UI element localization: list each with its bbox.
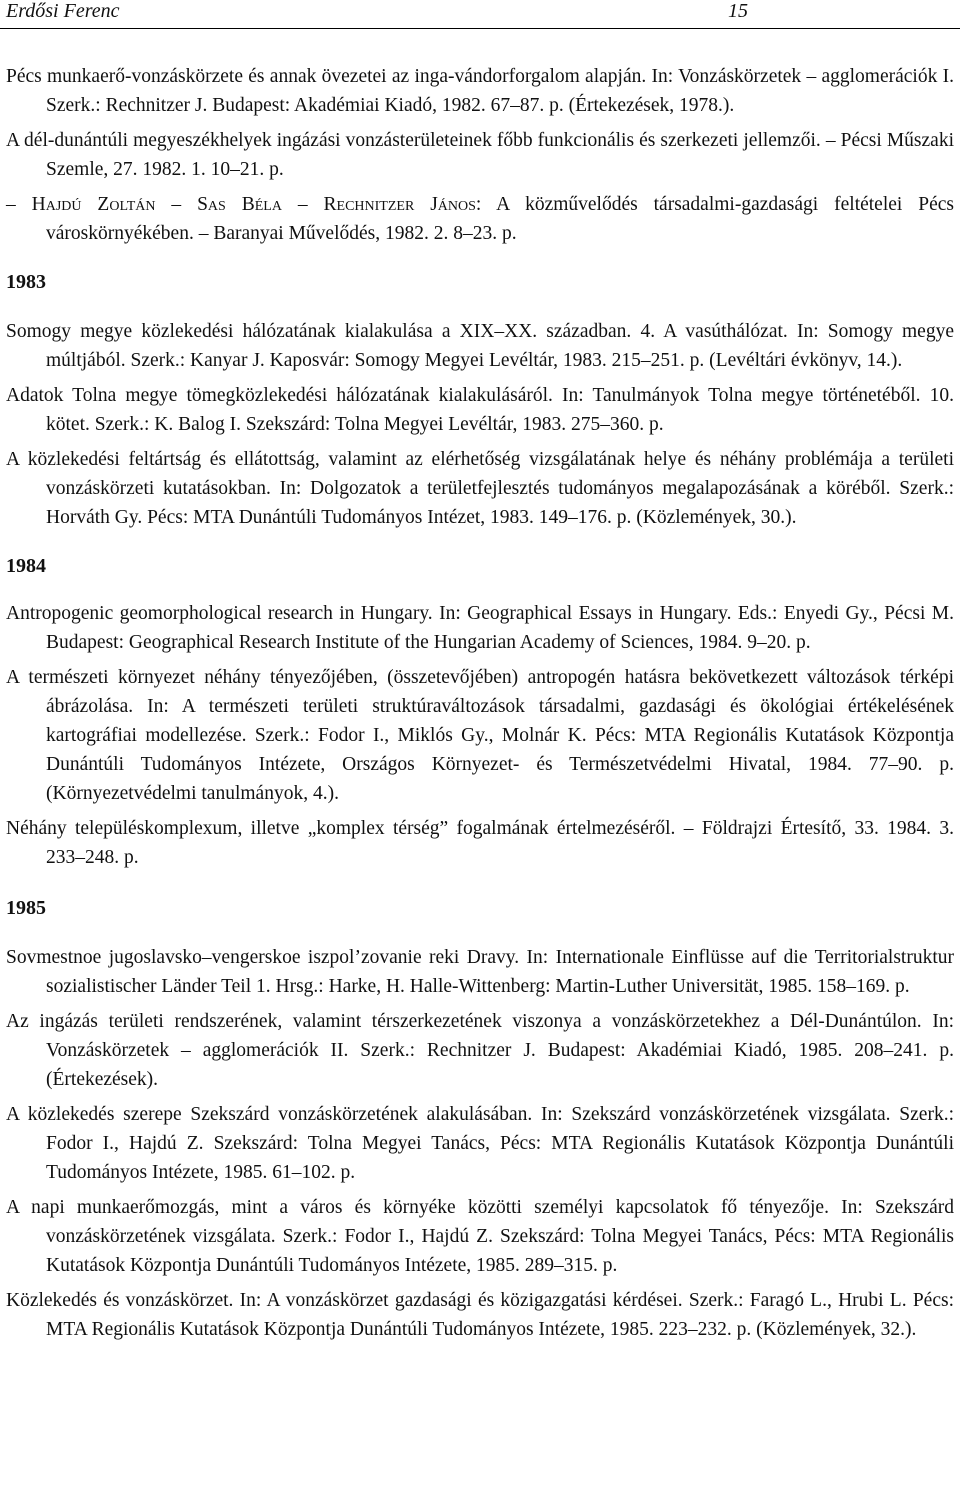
page-number: 15 [728, 0, 748, 22]
bibliography-entry: Sovmestnoe jugoslavsko–vengerskoe iszpol’zovanie reki Dravy. In: Internationale Einflüsse auf die Territorialstruktur sozialistischer Länder Teil 1. Hrsg.: Harke, H. Halle-Wittenberg: Martin-Luther Universität, 1985. 158–169. p. [6, 947, 954, 997]
page-header [0, 0, 960, 29]
running-head-author: Erdősi Ferenc [6, 0, 120, 22]
bibliography-entry: Antropogenic geomorphological research in Hungary. In: Geographical Essays in Hungary. Eds.: Enyedi Gy., Pécsi M. Budapest: Geographical Research Institute of the Hungarian Academy of Sciences, 1984. 9–20. p. [6, 603, 954, 653]
bibliography-entry: A közlekedési feltártság és ellátottság, valamint az elérhetőség vizsgálatának helye és néhány problémája a területi vonzáskörzeti kutatásokban. In: Dolgozatok a területfejlesztés tudományos megalapozásának a köréből. Szerk.: Horváth Gy. Pécs: MTA Dunántúli Tudományos Intézet, 1983. 149–176. p. (Közlemények, 30.). [6, 449, 954, 528]
bibliography-entry: A dél-dunántúli megyeszékhelyek ingázási vonzásterületeinek főbb funkcionális és szerkezeti jellemzői. – Pécsi Műszaki Szemle, 27. 1982. 1. 10–21. p. [6, 130, 954, 180]
bibliography-entry: Néhány településkomplexum, illetve „komplex térség” fogalmának értelmezéséről. – Földrajzi Értesítő, 33. 1984. 3. 233–248. p. [6, 818, 954, 868]
bibliography-entry: Pécs munkaerő-vonzáskörzete és annak övezetei az inga-vándorforgalom alapján. In: Vonzáskörzetek – agglomerációk I. Szerk.: Rechnitzer J. Budapest: Akadémiai Kiadó, 1982. 67–87. p. (Értekezések, 1978.). [6, 66, 954, 116]
bibliography-entry: Közlekedés és vonzáskörzet. In: A vonzáskörzet gazdasági és közigazgatási kérdései. Szerk.: Faragó L., Hrubi L. Pécs: MTA Regionális Kutatások Központja Dunántúli Tudományos Intézete, 1985. 223–232. p. (Közlemények, 32.). [6, 1290, 954, 1340]
year-heading: 1985 [6, 897, 46, 919]
coauthors: – Hajdú Zoltán – Sas Béla – Rechnitzer János [6, 194, 476, 215]
year-heading: 1983 [6, 271, 46, 293]
bibliography-entry: Adatok Tolna megye tömegközlekedési hálózatának kialakulásáról. In: Tanulmányok Tolna megye történetéből. 10. kötet. Szerk.: K. Balog I. Szekszárd: Tolna Megyei Levéltár, 1983. 275–360. p. [6, 385, 954, 435]
bibliography-entry: Somogy megye közlekedési hálózatának kialakulása a XIX–XX. században. 4. A vasúthálózat. In: Somogy megye múltjából. Szerk.: Kanyar J. Kaposvár: Somogy Megyei Levéltár, 1983. 215–251. p. (Levéltári évkönyv, 14.). [6, 321, 954, 371]
bibliography-entry: A közlekedés szerepe Szekszárd vonzáskörzetének alakulásában. In: Szekszárd vonzáskörzetének vizsgálata. Szerk.: Fodor I., Hajdú Z. Szekszárd: Tolna Megyei Tanács, Pécs: MTA Regionális Kutatások Központja Dunántúli Tudományos Intézete, 1985. 61–102. p. [6, 1104, 954, 1183]
bibliography-entry: A természeti környezet néhány tényezőjében, (összetevőjében) antropogén hatásra bekövetkezett változások térképi ábrázolása. In: A természeti területi struktúraváltozások társadalmi, gazdasági és ökológiai értékelésének kartográfiai modellezése. Szerk.: Fodor I., Miklós Gy., Molnár K. Pécs: MTA Regionális Kutatások Központja Dunántúli Tudományos Intézete, Országos Környezet- és Természetvédelmi Hivatal, 1984. 77–90. p. (Környezetvédelmi tanulmányok, 4.). [6, 667, 954, 804]
year-heading: 1984 [6, 555, 46, 577]
bibliography-entry-coauthored [6, 190, 954, 248]
bibliography-entry: Az ingázás területi rendszerének, valamint térszerkezetének viszonya a vonzáskörzetekhez a Dél-Dunántúlon. In: Vonzáskörzetek – agglomerációk II. Szerk.: Rechnitzer J. Budapest: Akadémiai Kiadó, 1985. 208–241. p. (Értekezések). [6, 1011, 954, 1090]
entry-text: : A közművelődés társadalmi-gazdasági feltételei Pécs városkörnyékében. – Baranyai Művelődés, 1982. 2. 8–23. p. [46, 194, 954, 244]
bibliography [6, 62, 954, 1350]
bibliography-entry: A napi munkaerőmozgás, mint a város és környéke közötti személyi kapcsolatok fő tényezője. In: Szekszárd vonzáskörzetének vizsgálata. Szerk.: Fodor I., Hajdú Z. Szekszárd: Tolna Megyei Tanács, Pécs: MTA Regionális Kutatások Központja Dunántúli Tudományos Intézete, 1985. 289–315. p. [6, 1197, 954, 1276]
